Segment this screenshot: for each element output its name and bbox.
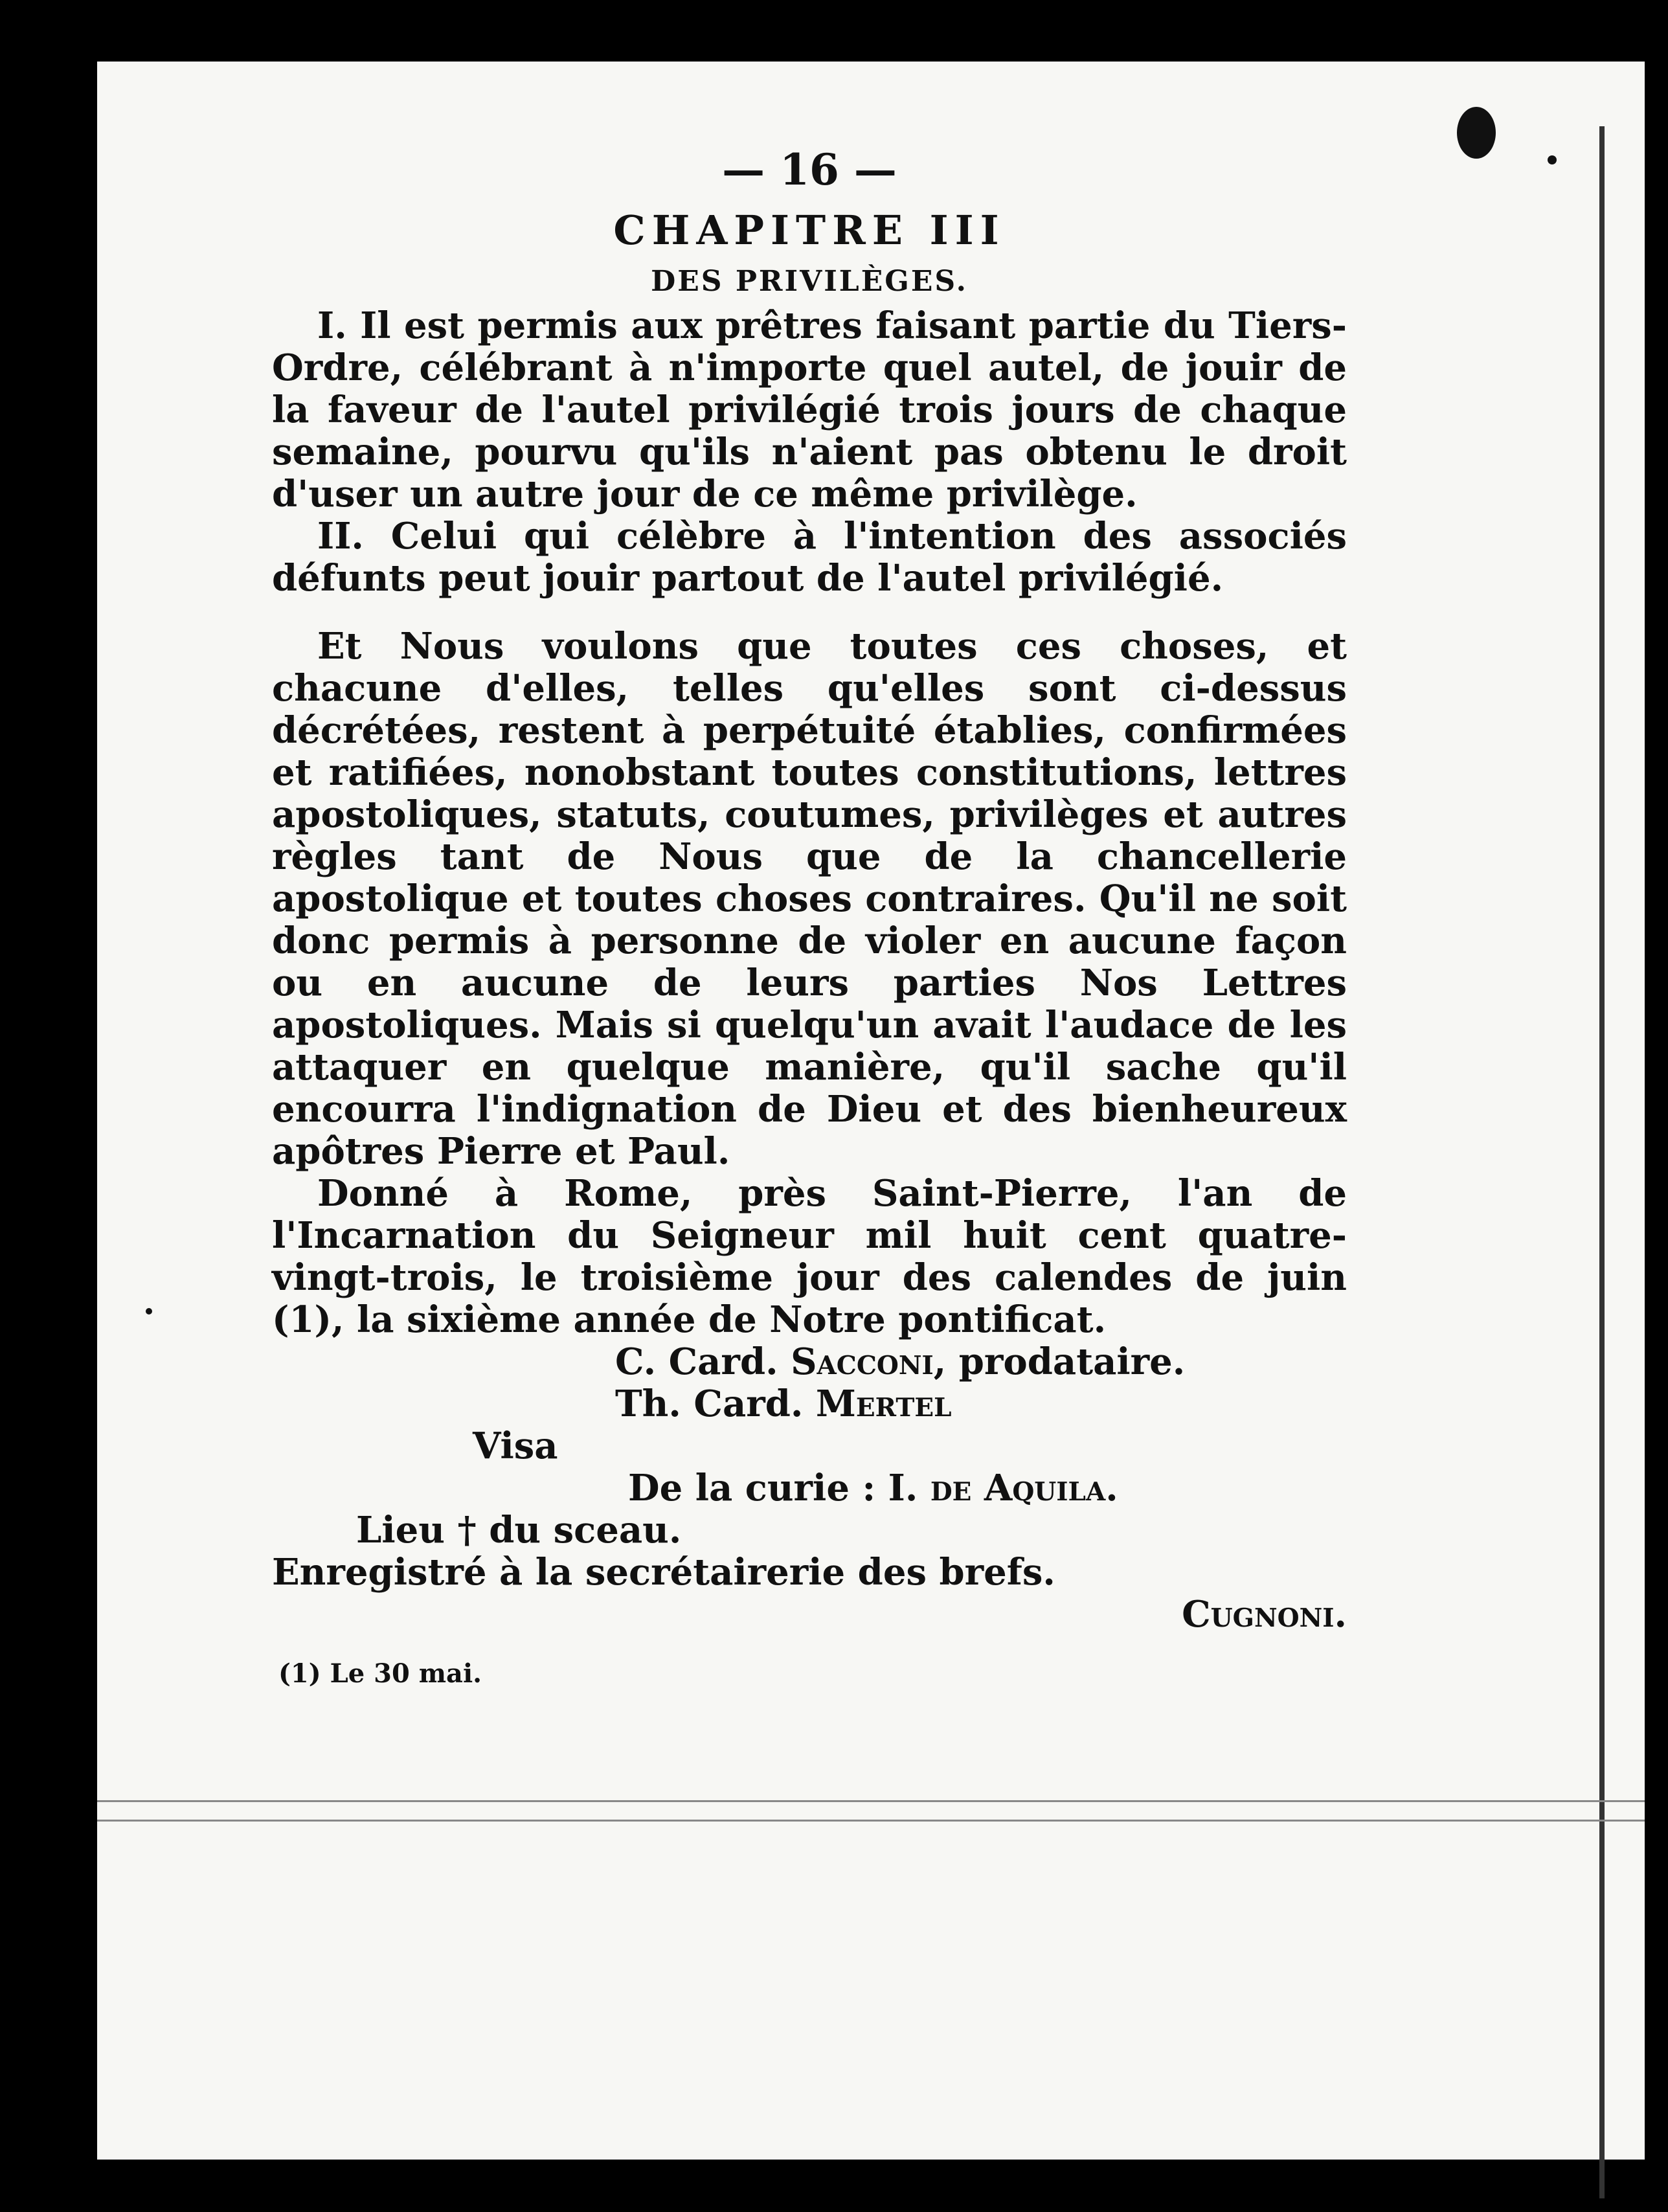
ink-blot xyxy=(1457,107,1496,159)
paragraph: Donné à Rome, près Saint-Pierre, l'an de l'Incarnation du Seigneur mil huit cent quatre-vingt-trois, le troisième jour des calendes de juin (1), la sixième année de Notre pontificat. xyxy=(272,1172,1347,1341)
divider-line xyxy=(97,1820,1645,1822)
curie-prefix: De la curie : I. xyxy=(628,1467,918,1509)
divider-line xyxy=(97,1800,1645,1802)
curie-suffix: . xyxy=(1105,1467,1118,1509)
signature-suffix: , prodataire. xyxy=(933,1340,1186,1383)
page-fold-edge xyxy=(1599,126,1605,2198)
chapter-title: CHAPITRE III xyxy=(613,207,1006,254)
signature-prefix: Th. Card. xyxy=(615,1382,804,1425)
signature-cugnoni xyxy=(272,1594,1347,1636)
page-number: — 16 — xyxy=(722,144,897,195)
signature-suffix: . xyxy=(1334,1593,1347,1636)
curie-line xyxy=(272,1467,1347,1509)
signature-name: Cugnoni xyxy=(1182,1593,1335,1636)
signature-name: Sacconi xyxy=(791,1340,934,1383)
section-title: DES PRIVILÈGES. xyxy=(651,265,968,298)
paragraph: Et Nous voulons que toutes ces choses, et chacune d'elles, telles qu'elles sont ci-dessus décrétées, restent à perpétuité établies, confirmées et ratifiées, nonobstant toutes constitutions, lettres apostoliques, statuts, coutumes, privilèges et autres règles tant de Nous que de la chancellerie apostolique et toutes choses contraires. Qu'il ne soit donc permis à personne de violer en aucune façon ou en aucune de leurs parties Nos Lettres apostoliques. Mais si quelqu'un avait l'audace de les attaquer en quelque manière, qu'il sache qu'il encourra l'indignation de Dieu et des bienheureux apôtres Pierre et Paul. xyxy=(272,625,1347,1173)
ink-speck xyxy=(146,1308,152,1315)
visa-label: Visa xyxy=(473,1425,558,1467)
paragraph: I. Il est permis aux prêtres faisant partie du Tiers-Ordre, célébrant à n'importe quel autel, de jouir de la faveur de l'autel privilégié trois jours de chaque semaine, pourvu qu'ils n'aient pas obtenu le droit d'user un autre jour de ce même privilège. xyxy=(272,304,1347,515)
registry-line: Enregistré à la secrétairerie des brefs. xyxy=(272,1551,1055,1594)
page-text xyxy=(272,144,1347,1695)
signature-sacconi xyxy=(272,1341,1347,1383)
ink-speck xyxy=(1548,155,1557,164)
signature-prefix: C. Card. xyxy=(615,1340,778,1383)
footnote: (1) Le 30 mai. xyxy=(278,1658,482,1689)
signature-name: Mertel xyxy=(815,1382,952,1425)
seal-line: Lieu † du sceau. xyxy=(356,1509,682,1552)
signature-mertel xyxy=(272,1383,1347,1425)
curie-name: de Aquila xyxy=(930,1467,1106,1509)
paragraph: II. Celui qui célèbre à l'intention des associés défunts peut jouir partout de l'autel privilégié. xyxy=(272,515,1347,600)
